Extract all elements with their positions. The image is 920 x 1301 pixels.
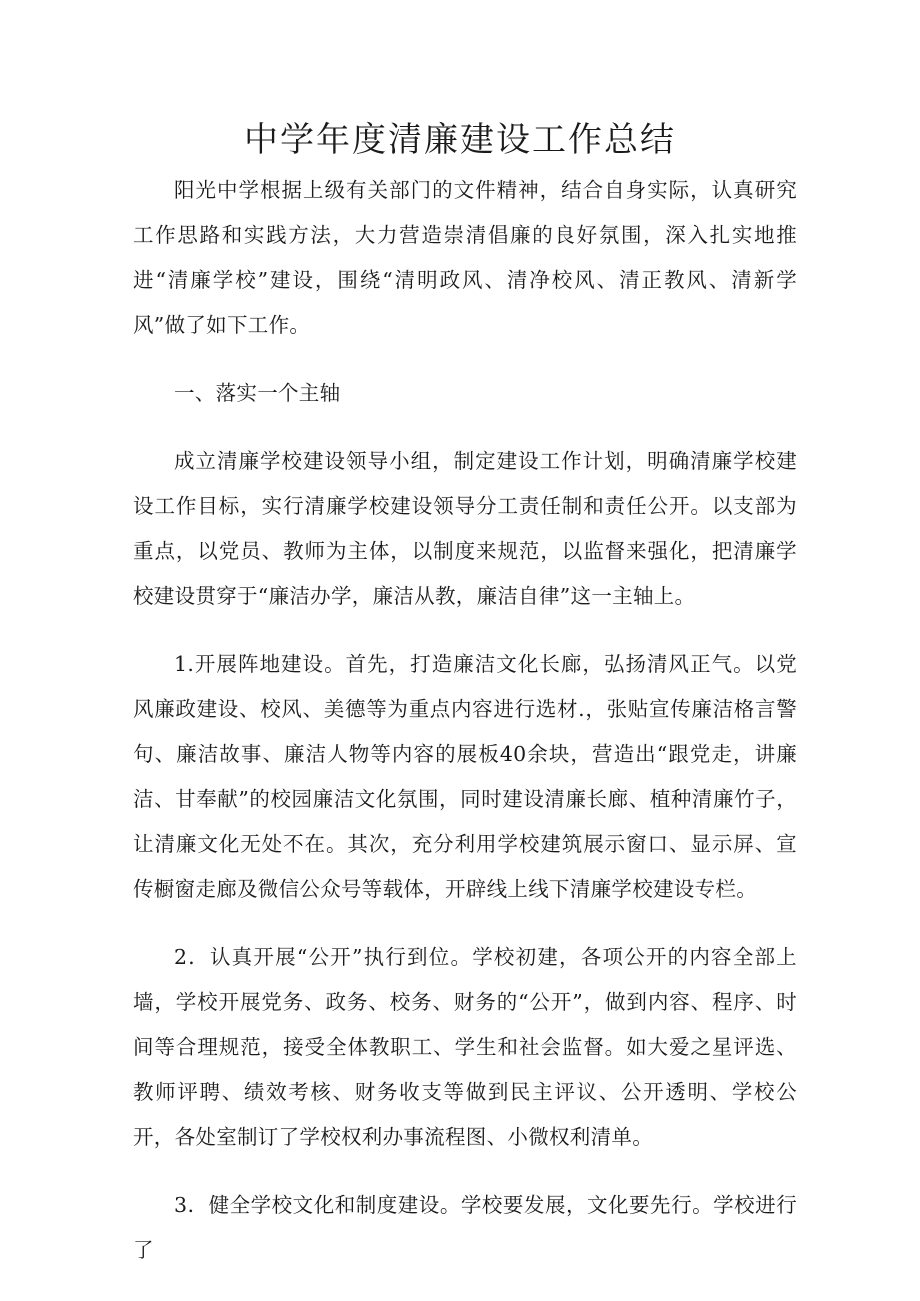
- paragraph-gap: [133, 348, 797, 371]
- paragraph-gap: [133, 416, 797, 439]
- paragraph-gap: [133, 619, 797, 642]
- paragraph-gap: [133, 1160, 797, 1183]
- paragraph-gap: [133, 912, 797, 935]
- document-title: 中学年度清廉建设工作总结: [244, 120, 676, 160]
- section-heading: 一、落实一个主轴: [174, 381, 341, 405]
- body-paragraph: 2．认真开展“公开”执行到位。学校初建，各项公开的内容全部上墙，学校开展党务、政务、校务、财务的“公开”，做到内容、程序、时间等合理规范，接受全体教职工、学生和社会监督。如大爱之星评选、教师评聘、绩效考核、财务收支等做到民主评议、公开透明、学校公开，各处室制订了学校权利办事流程图、小微权利清单。: [133, 945, 797, 1149]
- intro-paragraph: 阳光中学根据上级有关部门的文件精神，结合自身实际，认真研究工作思路和实践方法，大力营造崇清倡廉的良好氛围，深入扎实地推进“清廉学校”建设，围绕“清明政风、清净校风、清正教风、清新学风”做了如下工作。: [133, 178, 797, 337]
- document-body: [133, 168, 797, 1273]
- body-paragraph: 成立清廉学校建设领导小组，制定建设工作计划，明确清廉学校建设工作目标，实行清廉学校建设领导分工责任制和责任公开。以支部为重点，以党员、教师为主体，以制度来规范，以监督来强化，把清廉学校建设贯穿于“廉洁办学，廉洁从教，廉洁自律”这一主轴上。: [133, 449, 797, 608]
- body-paragraph: 1.开展阵地建设。首先，打造廉洁文化长廊，弘扬清风正气。以党风廉政建设、校风、美德等为重点内容进行选材.，张贴宣传廉洁格言警句、廉洁故事、廉洁人物等内容的展板40余块，营造出“跟党走，讲廉洁、甘奉献”的校园廉洁文化氛围，同时建设清廉长廊、植种清廉竹子，让清廉文化无处不在。其次，充分利用学校建筑展示窗口、显示屏、宣传橱窗走廊及微信公众号等载体，开辟线上线下清廉学校建设专栏。: [133, 652, 797, 901]
- body-paragraph: 3．健全学校文化和制度建设。学校要发展，文化要先行。学校进行了: [133, 1193, 797, 1262]
